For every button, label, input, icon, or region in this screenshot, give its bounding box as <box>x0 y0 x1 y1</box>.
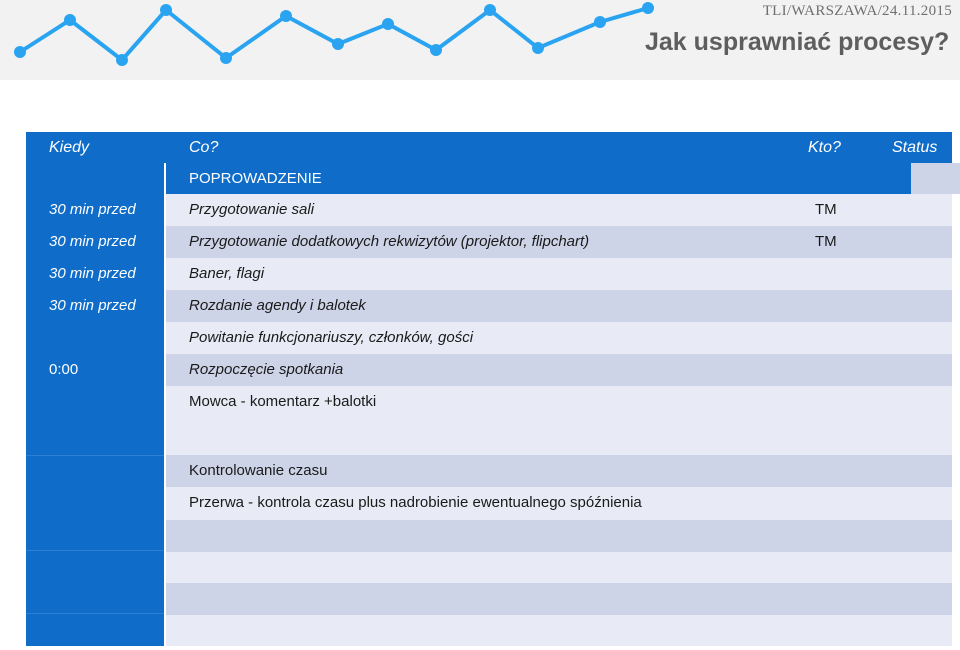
table-row <box>166 322 952 354</box>
header-kiedy: Kiedy <box>49 139 90 156</box>
when-cell: 0:00 <box>49 361 79 378</box>
banner-title: Jak usprawniać procesy? <box>645 28 950 56</box>
row-divider <box>26 455 164 456</box>
task-cell: Baner, flagi <box>189 265 265 282</box>
presentation-banner <box>0 0 960 80</box>
task-cell: Przygotowanie sali <box>189 201 315 218</box>
who-cell <box>911 163 960 194</box>
table-header <box>26 132 952 163</box>
when-cell: 30 min przed <box>49 233 136 250</box>
table-row <box>166 354 952 386</box>
row-divider <box>26 613 164 614</box>
who-cell: TM <box>815 233 837 250</box>
task-cell: Przerwa - kontrola czasu plus nadrobienie ewentualnego spóźnienia <box>189 494 642 511</box>
header-status: Status <box>892 139 938 156</box>
table-row <box>166 487 952 520</box>
when-cell: 30 min przed <box>49 265 136 282</box>
when-cell: 30 min przed <box>49 201 136 218</box>
header-kto: Kto? <box>808 139 841 156</box>
task-cell: Przygotowanie dodatkowych rekwizytów (projektor, flipchart) <box>189 233 590 250</box>
table-row <box>166 258 952 290</box>
table-row <box>166 455 952 487</box>
table-row <box>166 290 952 322</box>
agenda-table <box>26 132 952 646</box>
task-cell: Mowca - komentarz +balotki <box>189 393 377 410</box>
table-row <box>166 583 952 615</box>
task-cell: POPROWADZENIE <box>189 170 322 187</box>
task-cell: Kontrolowanie czasu <box>189 462 328 479</box>
header-co: Co? <box>189 139 219 156</box>
table-row <box>166 520 952 552</box>
table-row <box>166 226 952 258</box>
banner-date: TLI/WARSZAWA/24.11.2015 <box>762 3 952 19</box>
task-cell: Rozpoczęcie spotkania <box>189 361 344 378</box>
who-cell: TM <box>815 201 837 218</box>
when-cell: 30 min przed <box>49 297 136 314</box>
table-row <box>166 386 952 455</box>
when-column <box>26 163 164 646</box>
table-row <box>166 163 952 194</box>
table-row <box>166 552 952 583</box>
task-cell: Rozdanie agendy i balotek <box>189 297 366 314</box>
table-row <box>166 615 952 646</box>
table-row <box>166 194 952 226</box>
task-cell: Powitanie funkcjonariuszy, członków, gości <box>189 329 474 346</box>
row-divider <box>26 550 164 551</box>
